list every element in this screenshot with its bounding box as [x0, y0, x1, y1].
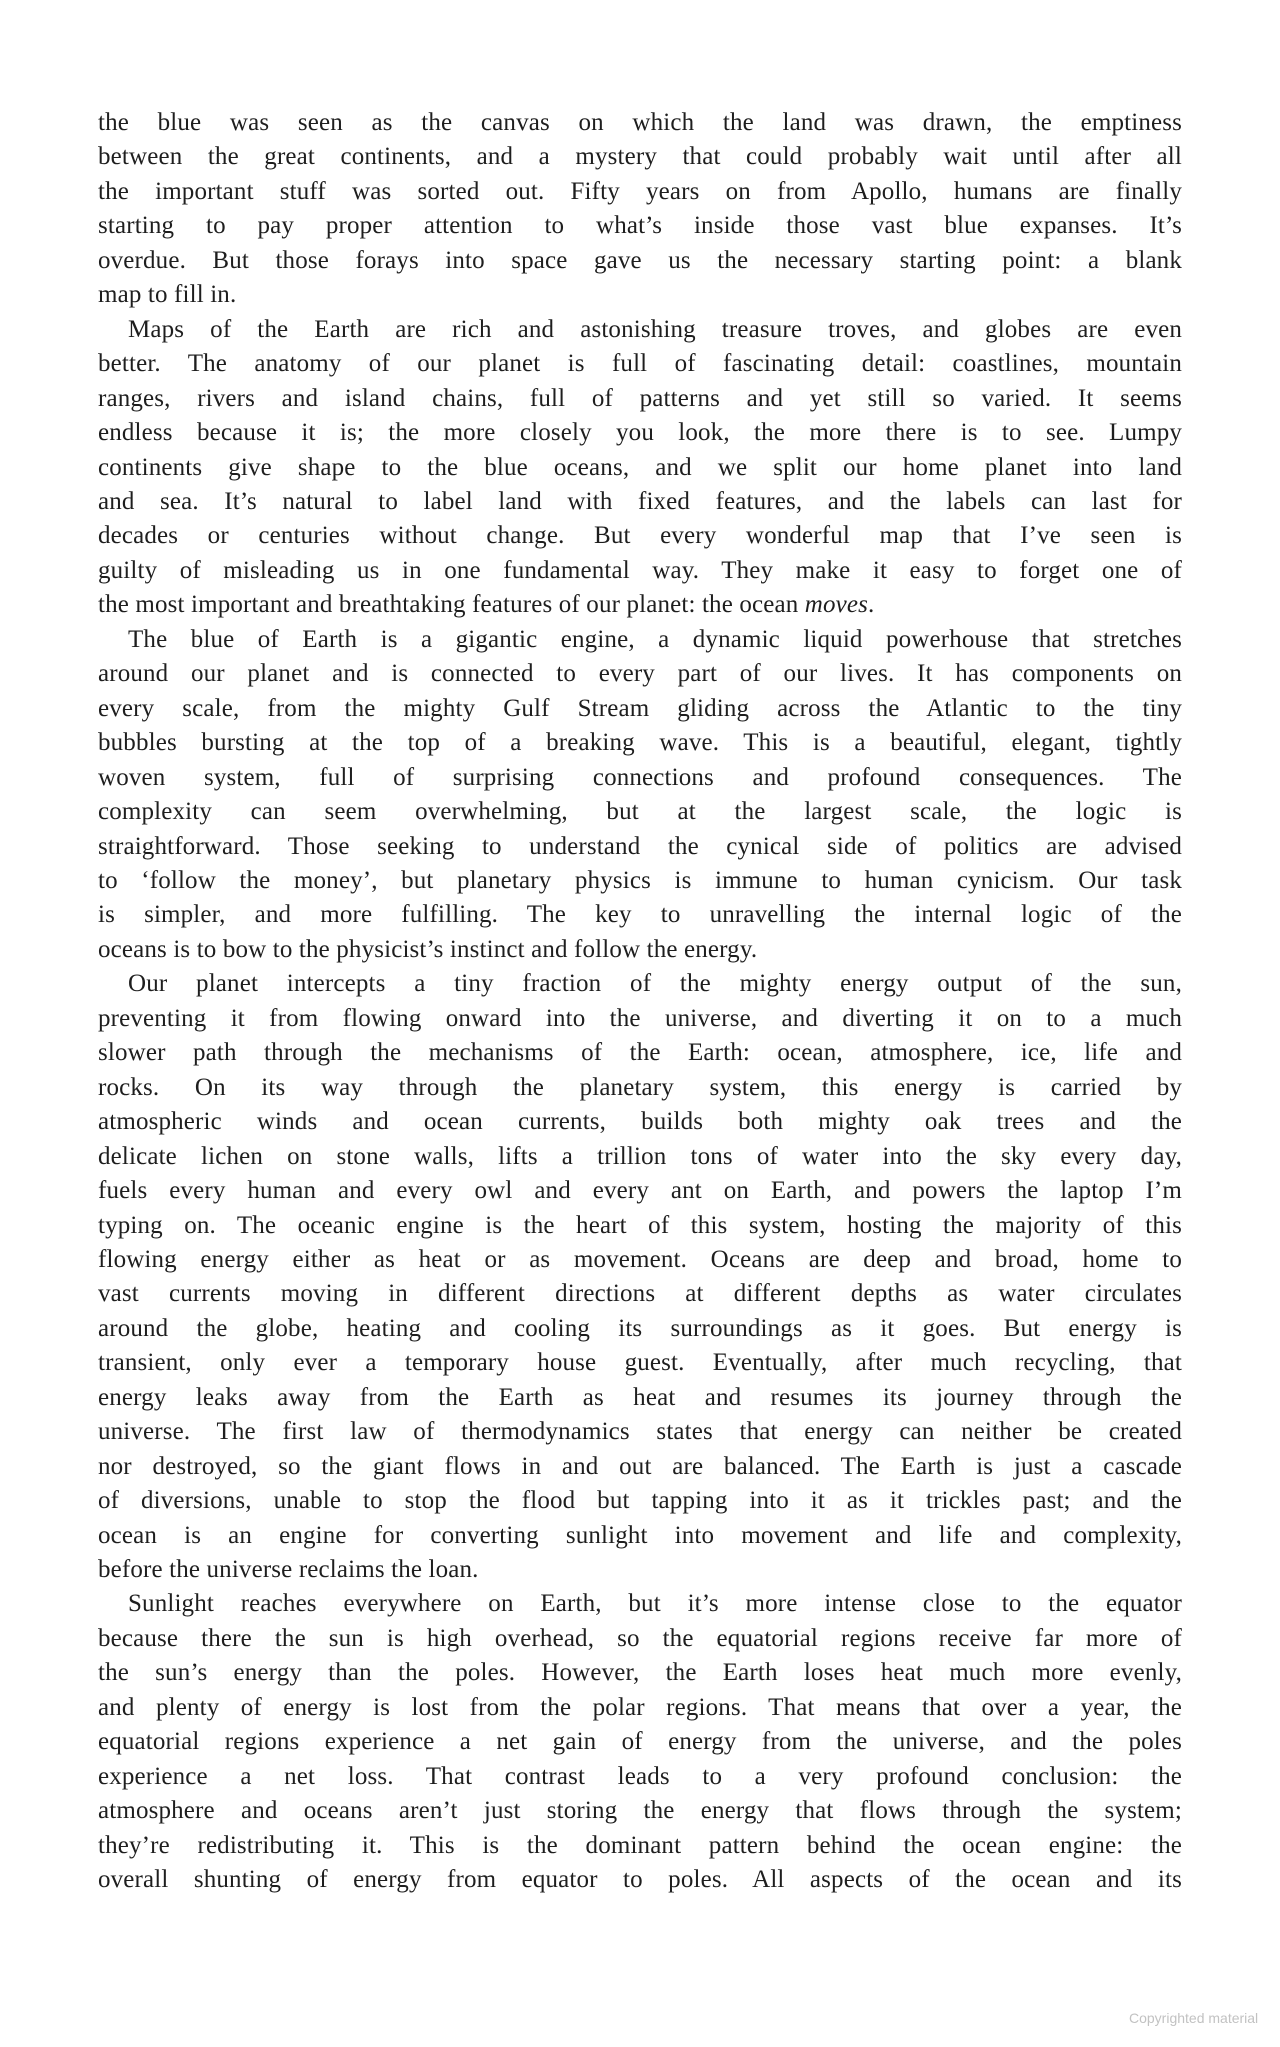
text-line: fuels every human and every owl and every ant on Earth, and powers the laptop I’m	[98, 1177, 1182, 1205]
text-line: between the great continents, and a mystery that could probably wait until after all	[98, 143, 1182, 171]
text-segment: .	[868, 591, 875, 619]
text-line: around the globe, heating and cooling its surroundings as it goes. But energy is	[98, 1314, 1182, 1342]
text-line: complexity can seem overwhelming, but at the largest scale, the logic is	[98, 798, 1182, 826]
text-line: energy leaks away from the Earth as heat and resumes its journey through the	[98, 1383, 1182, 1411]
emphasis-text: moves	[804, 591, 869, 619]
book-page-body	[98, 106, 1182, 1898]
text-segment: the most important and breathtaking features of our planet: the ocean	[98, 591, 805, 619]
text-line: the important stuff was sorted out. Fifty years on from Apollo, humans are finally	[98, 177, 1182, 205]
text-line: flowing energy either as heat or as movement. Oceans are deep and broad, home to	[98, 1245, 1182, 1273]
text-line: atmospheric winds and ocean currents, builds both mighty oak trees and the	[98, 1108, 1182, 1136]
text-line: better. The anatomy of our planet is full of fascinating detail: coastlines, mountain	[98, 350, 1182, 378]
text-line: typing on. The oceanic engine is the heart of this system, hosting the majority of this	[98, 1211, 1182, 1239]
text-line: is simpler, and more fulfilling. The key to unravelling the internal logic of the	[98, 901, 1182, 929]
text-line: vast currents moving in different directions at different depths as water circulates	[98, 1280, 1182, 1308]
text-line: overdue. But those forays into space gave us the necessary starting point: a blank	[98, 246, 1182, 274]
text-line: straightforward. Those seeking to understand the cynical side of politics are advised	[98, 832, 1182, 860]
text-line	[98, 588, 1182, 622]
text-line: starting to pay proper attention to what’s inside those vast blue expanses. It’s	[98, 212, 1182, 240]
text-line: Sunlight reaches everywhere on Earth, but it’s more intense close to the equator	[128, 1590, 1182, 1618]
text-line: decades or centuries without change. But every wonderful map that I’ve seen is	[98, 522, 1182, 550]
text-line: rocks. On its way through the planetary system, this energy is carried by	[98, 1073, 1182, 1101]
copyright-watermark: Copyrighted material	[1129, 2010, 1259, 2026]
text-line: Maps of the Earth are rich and astonishing treasure troves, and globes are even	[128, 315, 1182, 343]
text-line: preventing it from flowing onward into the universe, and diverting it on to a much	[98, 1004, 1182, 1032]
paragraph-5	[98, 1587, 1182, 1897]
text-line: Our planet intercepts a tiny fraction of the mighty energy output of the sun,	[128, 970, 1182, 998]
text-line: before the universe reclaims the loan.	[98, 1556, 479, 1584]
text-line: universe. The first law of thermodynamics states that energy can neither be created	[98, 1418, 1182, 1446]
text-line: ranges, rivers and island chains, full of patterns and yet still so varied. It seems	[98, 384, 1182, 412]
text-line: endless because it is; the more closely you look, the more there is to see. Lumpy	[98, 419, 1182, 447]
text-line: bubbles bursting at the top of a breaking wave. This is a beautiful, elegant, tightly	[98, 729, 1182, 757]
paragraph-2	[98, 313, 1182, 623]
text-line: woven system, full of surprising connections and profound consequences. The	[98, 763, 1182, 791]
text-line: The blue of Earth is a gigantic engine, a dynamic liquid powerhouse that stretches	[128, 625, 1182, 653]
text-line: transient, only ever a temporary house guest. Eventually, after much recycling, that	[98, 1349, 1182, 1377]
text-line: the sun’s energy than the poles. However, the Earth loses heat much more evenly,	[98, 1659, 1182, 1687]
text-line: continents give shape to the blue oceans, and we split our home planet into land	[98, 453, 1182, 481]
text-line: and sea. It’s natural to label land with fixed features, and the labels can last for	[98, 487, 1182, 515]
text-line: experience a net loss. That contrast leads to a very profound conclusion: the	[98, 1762, 1182, 1790]
text-line: overall shunting of energy from equator to poles. All aspects of the ocean and its	[98, 1866, 1182, 1894]
text-line: ocean is an engine for converting sunlight into movement and life and complexity,	[98, 1521, 1182, 1549]
text-line: to ‘follow the money’, but planetary physics is immune to human cynicism. Our task	[98, 866, 1182, 894]
text-line: the blue was seen as the canvas on which the land was drawn, the emptiness	[98, 109, 1182, 136]
text-line: every scale, from the mighty Gulf Stream gliding across the Atlantic to the tiny	[98, 694, 1182, 722]
text-line: map to fill in.	[98, 281, 237, 309]
text-line: slower path through the mechanisms of the Earth: ocean, atmosphere, ice, life and	[98, 1039, 1182, 1067]
text-line: atmosphere and oceans aren’t just storing the energy that flows through the system;	[98, 1797, 1182, 1825]
text-line: they’re redistributing it. This is the dominant pattern behind the ocean engine: the	[98, 1831, 1182, 1859]
text-line: nor destroyed, so the giant flows in and out are balanced. The Earth is just a cascade	[98, 1452, 1182, 1480]
paragraph-4	[98, 967, 1182, 1587]
paragraph-3	[98, 623, 1182, 968]
text-line: delicate lichen on stone walls, lifts a trillion tons of water into the sky every day,	[98, 1142, 1182, 1170]
text-line: around our planet and is connected to every part of our lives. It has components on	[98, 660, 1182, 688]
text-line: guilty of misleading us in one fundamental way. They make it easy to forget one of	[98, 556, 1182, 584]
text-line: of diversions, unable to stop the flood but tapping into it as it trickles past; and the	[98, 1487, 1182, 1515]
text-line: oceans is to bow to the physicist’s instinct and follow the energy.	[98, 935, 758, 963]
text-line: and plenty of energy is lost from the polar regions. That means that over a year, the	[98, 1693, 1182, 1721]
paragraph-1	[98, 106, 1182, 313]
text-line: because there the sun is high overhead, so the equatorial regions receive far more of	[98, 1624, 1182, 1652]
text-line: equatorial regions experience a net gain of energy from the universe, and the poles	[98, 1728, 1182, 1756]
